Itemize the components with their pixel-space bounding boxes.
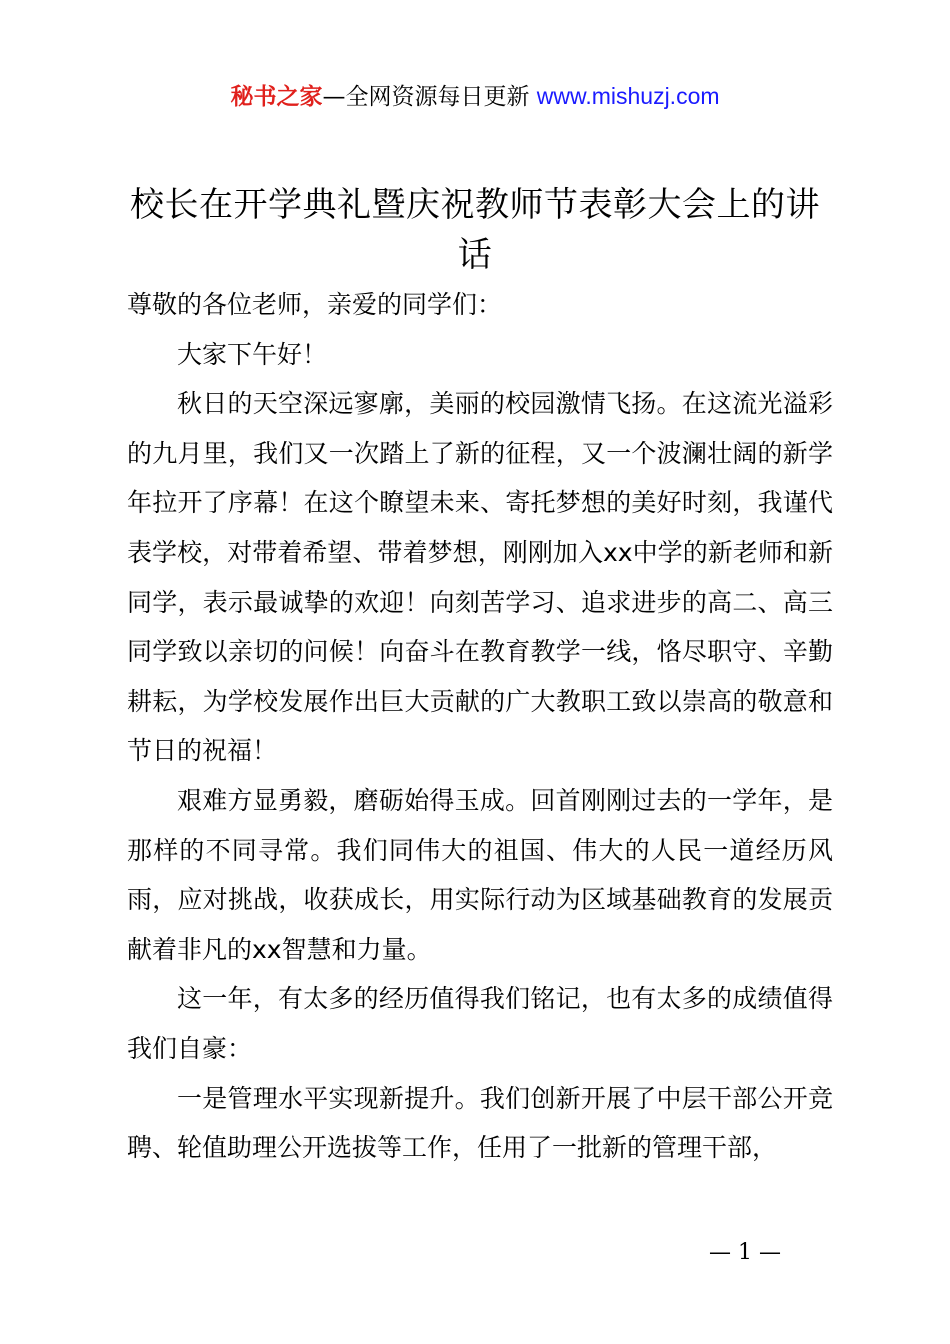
site-brand: 秘书之家 [230, 84, 323, 110]
paragraph-review: 艰难方显勇毅，磨砺始得玉成。回首刚刚过去的一学年，是那样的不同寻常。我们同伟大的祖国、伟大的人民一道经历风雨，应对挑战，收获成长，用实际行动为区域基础教育的发展贡献着非凡的xx智慧和力量。 [127, 785, 833, 964]
site-url-link[interactable]: www.mishuzj.com [536, 83, 720, 109]
salutation: 尊敬的各位老师，亲爱的同学们： [127, 290, 503, 319]
site-slogan: —全网资源每日更新 [322, 84, 537, 110]
document-title: 校长在开学典礼暨庆祝教师节表彰大会上的讲话 [130, 185, 820, 275]
paragraph-achievements-intro: 这一年，有太多的经历值得我们铭记，也有太多的成绩值得我们自豪： [127, 984, 833, 1063]
page-number: — 1 — [709, 1240, 781, 1265]
site-header [0, 80, 950, 113]
paragraph-welcome: 秋日的天空深远寥廓，美丽的校园激情飞扬。在这流光溢彩的九月里，我们又一次踏上了新的征程，又一个波澜壮阔的新学年拉开了序幕！在这个瞭望未来、寄托梦想的美好时刻，我谨代表学校，对带着希望、带着梦想，刚刚加入xx中学的新老师和新同学，表示最诚挚的欢迎！向刻苦学习、追求进步的高二、高三同学致以亲切的问候！向奋斗在教育教学一线，恪尽职守、辛勤耕耘，为学校发展作出巨大贡献的广大教职工致以崇高的敬意和节日的祝福！ [127, 389, 833, 766]
paragraph-management: 一是管理水平实现新提升。我们创新开展了中层干部公开竞聘、轮值助理公开选拔等工作，任用了一批新的管理干部， [127, 1083, 833, 1163]
paragraph-greeting: 大家下午好！ [177, 339, 328, 369]
document-body [127, 280, 833, 1173]
